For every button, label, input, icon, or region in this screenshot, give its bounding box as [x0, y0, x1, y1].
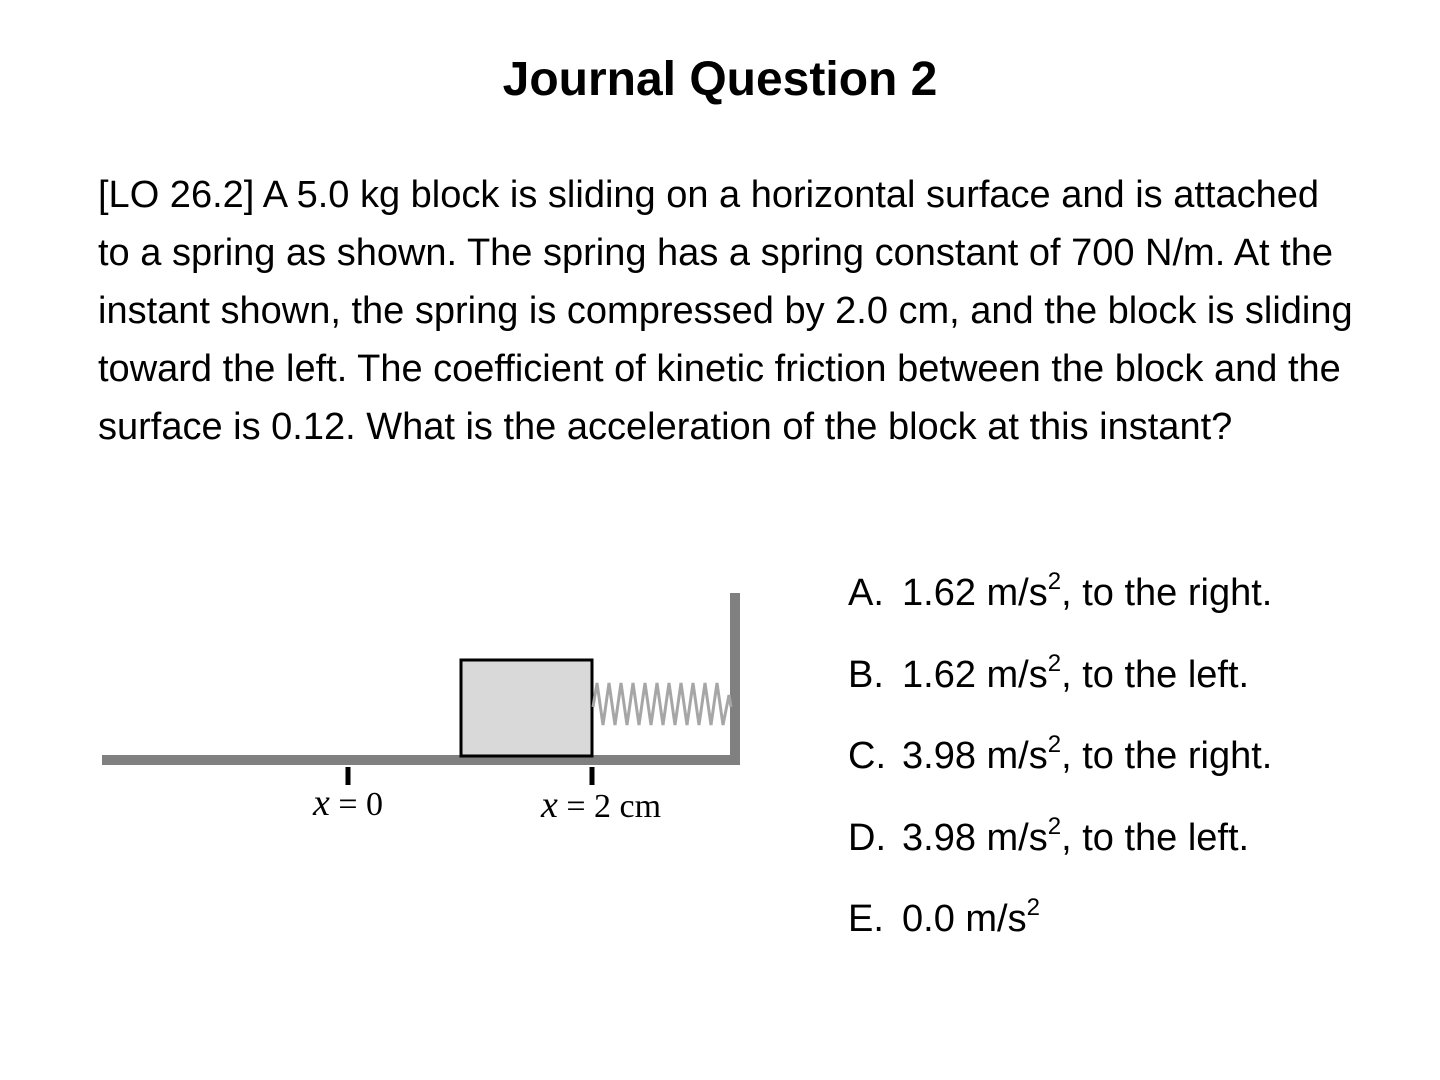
choice-exponent: 2: [1026, 894, 1040, 921]
choice-letter: A.: [848, 572, 884, 614]
choice-suffix: , to the right.: [1061, 735, 1273, 777]
spring: [593, 683, 731, 725]
choice-value: 1.62 m/s: [902, 572, 1048, 614]
choice-exponent: 2: [1047, 649, 1062, 677]
choice-letter: C.: [848, 735, 886, 777]
choice-suffix: , to the left.: [1061, 816, 1250, 859]
label-x0: x = 0: [312, 782, 384, 824]
choice-c: [848, 729, 1272, 811]
block: [461, 660, 592, 756]
choice-suffix: , to the left.: [1061, 653, 1250, 696]
question-text: [LO 26.2] A 5.0 kg block is sliding on a horizontal surface and is attached to a spring as shown. The spring has a spring constant of 700 N/m. At the instant shown, the spring is compressed by 2.0 cm, and the block is sliding toward the left. The coefficient of kinetic friction between the block and the surface is 0.12. What is the acceleration of the block at this instant?: [98, 174, 1353, 448]
choice-value: 0.0 m/s: [902, 898, 1027, 940]
answer-choices: [848, 566, 1272, 974]
choice-e: [848, 892, 1272, 974]
label-x2: x = 2 cm: [540, 784, 662, 826]
choice-d: [848, 811, 1272, 893]
block-spring-diagram: [95, 585, 755, 835]
choice-value: 3.98 m/s: [902, 735, 1048, 777]
choice-b: [848, 648, 1272, 730]
choice-letter: D.: [848, 816, 886, 859]
choice-suffix: , to the right.: [1061, 572, 1273, 614]
choice-letter: E.: [848, 898, 884, 940]
choice-exponent: 2: [1047, 568, 1062, 595]
choice-value: 3.98 m/s: [902, 816, 1048, 859]
choice-value: 1.62 m/s: [902, 653, 1048, 696]
choice-exponent: 2: [1047, 731, 1062, 758]
choice-a: [848, 566, 1272, 648]
choice-exponent: 2: [1047, 812, 1062, 840]
choice-letter: B.: [848, 653, 884, 696]
slide-title: Journal Question 2: [502, 53, 938, 106]
